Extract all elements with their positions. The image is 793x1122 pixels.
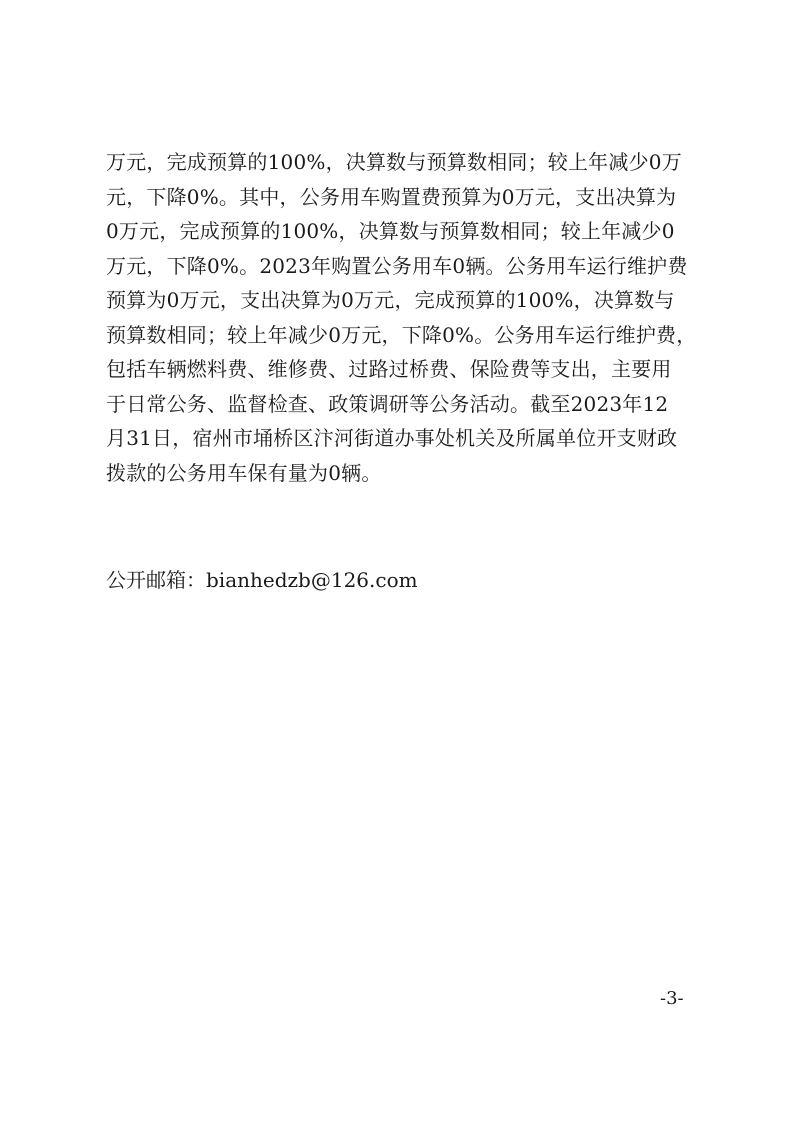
paragraph-line: 万元，下降0%。2023年购置公务用车0辆。公务用车运行维护费 [106,253,688,278]
paragraph-line: 元，下降0%。其中，公务用车购置费预算为0万元，支出决算为 [106,184,677,209]
paragraph-line: 包括车辆燃料费、维修费、过路过桥费、保险费等支出，主要用 [106,357,672,381]
paragraph-line: 0万元，完成预算的100%，决算数与预算数相同；较上年减少0 [106,219,675,243]
paragraph-line: 拨款的公务用车保有量为0辆。 [106,460,382,485]
page-number: -3- [660,988,684,1009]
paragraph-line: 于日常公务、监督检查、政策调研等公务活动。截至2023年12 [106,391,669,416]
contact-email: 公开邮箱：bianhedzb@126.com [106,568,418,592]
paragraph-line: 预算数相同；较上年减少0万元，下降0%。公务用车运行维护费， [106,322,697,347]
paragraph-line: 预算为0万元，支出决算为0万元，完成预算的100%，决算数与 [106,288,675,312]
body-paragraph [106,145,696,490]
paragraph-line: 万元，完成预算的100%，决算数与预算数相同；较上年减少0万 [106,150,682,174]
paragraph-line: 月31日，宿州市埇桥区汴河街道办事处机关及所属单位开支财政 [106,426,678,450]
